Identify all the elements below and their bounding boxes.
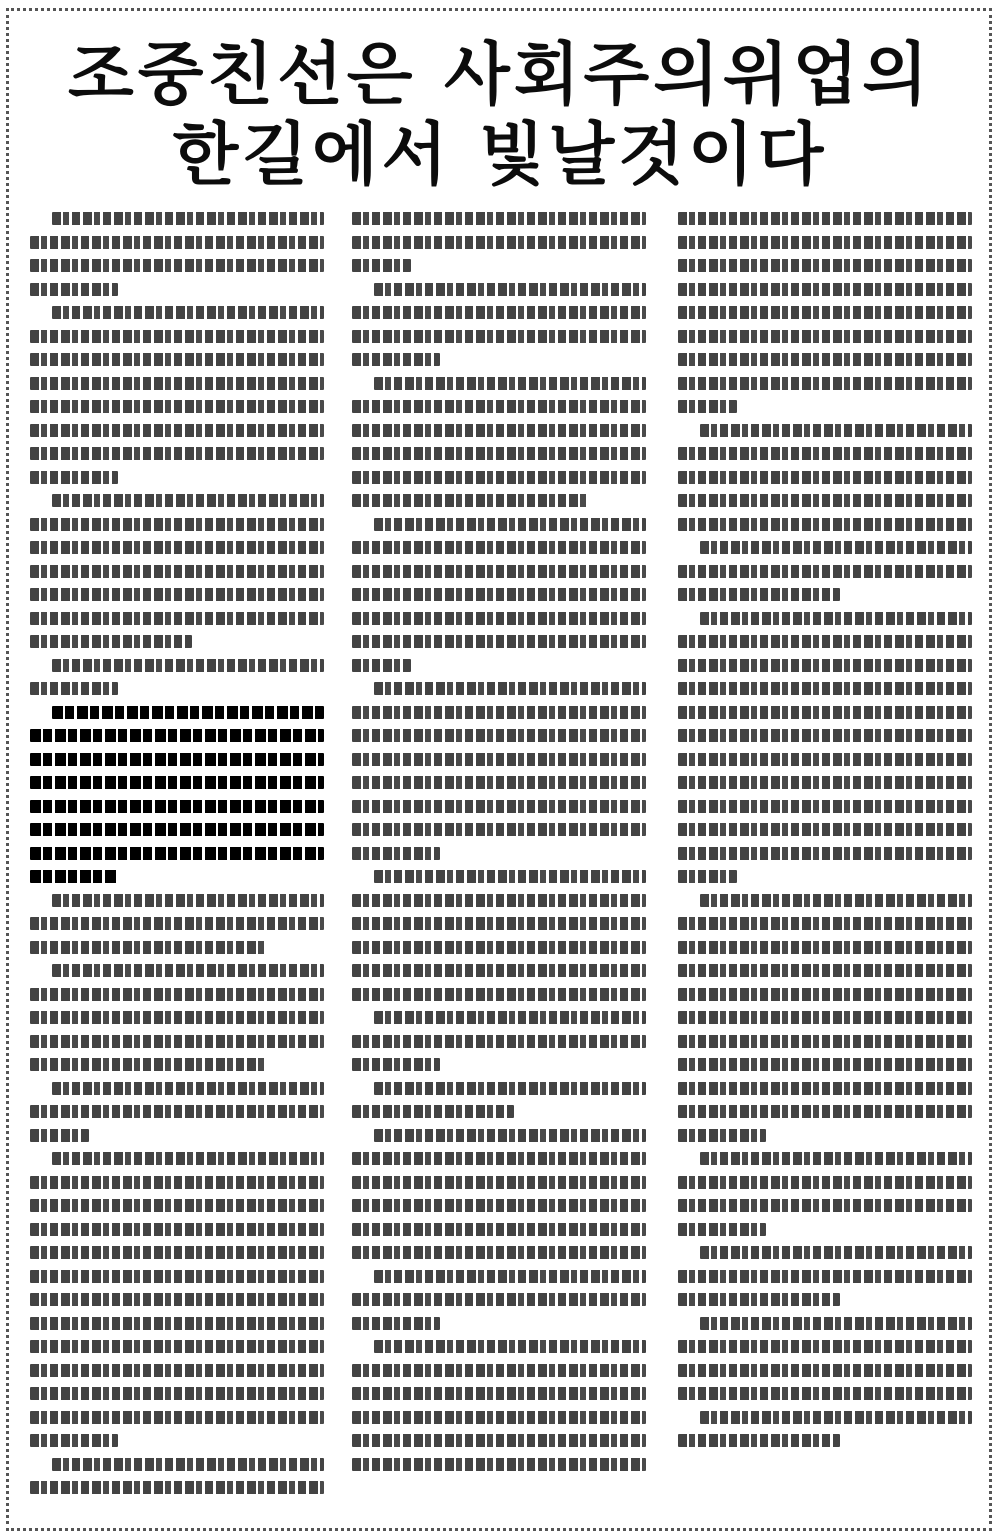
paragraph: [352, 1082, 646, 1119]
paragraph: [678, 1152, 972, 1236]
paragraph: [678, 1411, 972, 1448]
paragraph: [30, 659, 324, 696]
paragraph: [30, 1458, 324, 1503]
paragraph: [30, 212, 324, 296]
body-column-1: [30, 212, 324, 1502]
article-headline: [20, 36, 980, 206]
paragraph: [678, 894, 972, 1142]
paragraph: [678, 212, 972, 413]
body-column-3: [678, 212, 972, 1502]
paragraph: [352, 1340, 646, 1471]
paragraph: [678, 1246, 972, 1306]
paragraph: [30, 494, 324, 648]
paragraph: [352, 1270, 646, 1330]
body-column-2: [352, 212, 646, 1502]
paragraph: [352, 870, 646, 1001]
paragraph: [352, 283, 646, 367]
paragraph: [678, 541, 972, 601]
headline-line-1: 조중친선은 사회주의위업의: [68, 36, 932, 115]
paragraph: [678, 612, 972, 884]
paragraph: [352, 1129, 646, 1260]
paragraph: [30, 964, 324, 1071]
paragraph: [352, 682, 646, 860]
article-body: [30, 212, 976, 1502]
paragraph: [352, 1011, 646, 1071]
paragraph: [30, 306, 324, 484]
paragraph: [678, 1317, 972, 1401]
paragraph: [352, 377, 646, 508]
quoted-paragraph: [30, 706, 324, 884]
paragraph: [30, 894, 324, 954]
paragraph: [30, 1152, 324, 1447]
headline-line-2: 한길에서 빛날것이다: [172, 116, 828, 195]
paragraph: [678, 424, 972, 531]
paragraph: [30, 1082, 324, 1142]
paragraph: [352, 212, 646, 272]
paragraph: [352, 518, 646, 672]
